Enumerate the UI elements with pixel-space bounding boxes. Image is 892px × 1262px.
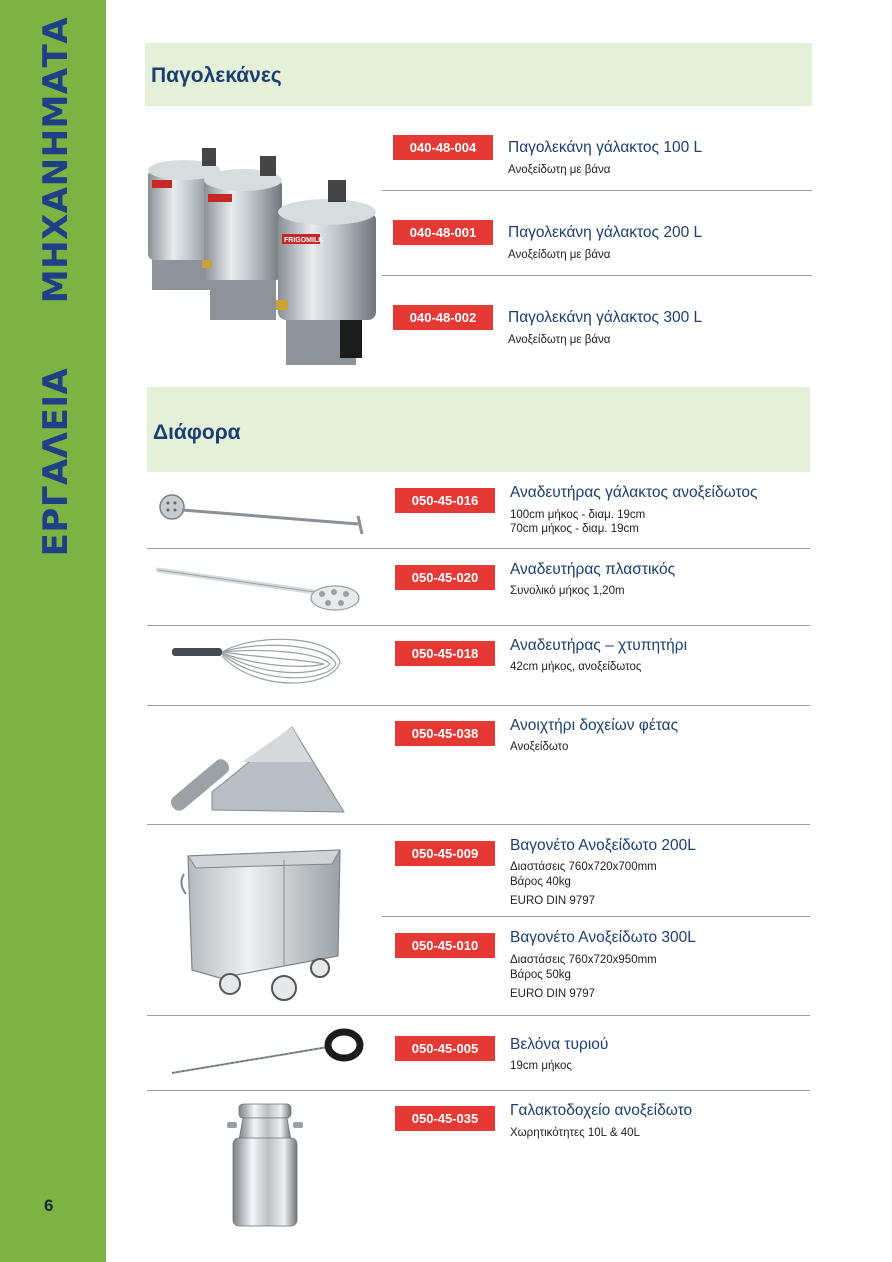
tank-control bbox=[260, 156, 276, 176]
product-code-badge: 050-45-009 bbox=[395, 841, 495, 866]
product-title: Αναδευτήρας πλαστικός bbox=[510, 561, 676, 578]
stainless-trolley-image bbox=[180, 838, 350, 1006]
row-separator bbox=[147, 548, 810, 549]
row-separator bbox=[382, 275, 812, 276]
page-number: 6 bbox=[44, 1196, 54, 1215]
stainless-stirrer-image bbox=[150, 482, 370, 542]
paddle-hole bbox=[319, 591, 325, 597]
row-separator bbox=[147, 824, 810, 825]
trolley-wheel bbox=[311, 959, 329, 977]
feta-opener-image bbox=[172, 722, 352, 817]
product-code-badge: 050-45-005 bbox=[395, 1036, 495, 1061]
tank-compressor bbox=[340, 318, 362, 358]
stirrer-hole bbox=[174, 502, 177, 505]
stirrer-handle-edge bbox=[158, 570, 315, 592]
product-code-badge: 040-48-002 bbox=[393, 305, 493, 330]
product-title: Αναδευτήρας γάλακτος ανοξείδωτος bbox=[510, 484, 758, 501]
product-code-badge: 040-48-004 bbox=[393, 135, 493, 160]
tank-lid bbox=[278, 199, 376, 225]
row-separator bbox=[382, 190, 812, 191]
row-separator bbox=[147, 1015, 810, 1016]
product-desc: 70cm μήκος - διαμ. 19cm bbox=[510, 523, 639, 535]
milk-cooling-tanks-image bbox=[140, 140, 380, 370]
product-desc: Βάρος 40kg bbox=[510, 876, 571, 888]
product-desc: Βάρος 50kg bbox=[510, 969, 571, 981]
can-handle bbox=[293, 1122, 303, 1128]
product-code-badge: 050-45-020 bbox=[395, 565, 495, 590]
can-body bbox=[233, 1138, 297, 1226]
section-title: Διάφορα bbox=[153, 421, 241, 444]
product-title: Γαλακτοδοχείο ανοξείδωτο bbox=[510, 1102, 693, 1119]
trolley-wheel bbox=[272, 976, 296, 1000]
product-code-badge: 050-45-010 bbox=[395, 933, 495, 958]
tank-label bbox=[208, 194, 232, 202]
product-desc: Ανοξείδωτο bbox=[510, 741, 569, 753]
can-neck bbox=[239, 1118, 291, 1140]
section-title: Παγολεκάνες bbox=[151, 64, 282, 87]
row-separator bbox=[147, 1090, 810, 1091]
stirrer-hole bbox=[174, 509, 177, 512]
sidebar-title-machines: ΜΗΧΑΝΗΜΑΤΑ bbox=[36, 16, 76, 304]
milk-can-image bbox=[225, 1100, 305, 1230]
paddle-hole bbox=[343, 591, 349, 597]
tank-brand-text: FRIGOMILK bbox=[284, 237, 324, 244]
tank-valve bbox=[276, 300, 288, 310]
row-separator bbox=[382, 916, 810, 917]
product-desc: Συνολικό μήκος 1,20m bbox=[510, 585, 625, 597]
product-title: Παγολεκάνη γάλακτος 100 L bbox=[508, 139, 703, 156]
product-title: Βελόνα τυριού bbox=[510, 1036, 609, 1053]
product-desc: 100cm μήκος - διαμ. 19cm bbox=[510, 509, 646, 521]
stirrer-hole bbox=[167, 509, 170, 512]
product-title: Παγολεκάνη γάλακτος 300 L bbox=[508, 309, 703, 326]
tank-control bbox=[328, 180, 346, 202]
section-header-cooling-tanks bbox=[145, 43, 812, 106]
paddle-hole bbox=[325, 600, 331, 606]
product-desc: 42cm μήκος, ανοξείδωτος bbox=[510, 661, 642, 673]
paddle-hole bbox=[331, 589, 337, 595]
whisk-image bbox=[168, 636, 348, 698]
section-header-misc bbox=[147, 387, 810, 472]
product-code-badge: 050-45-035 bbox=[395, 1106, 495, 1131]
product-code-badge: 050-45-016 bbox=[395, 488, 495, 513]
cheese-needle-image bbox=[168, 1025, 368, 1080]
product-title: Αναδευτήρας – χτυπητήρι bbox=[510, 637, 688, 654]
product-desc: Διαστάσεις 760x720x700mm bbox=[510, 861, 657, 873]
tank-control bbox=[202, 148, 216, 166]
product-desc: EURO DIN 9797 bbox=[510, 988, 596, 1000]
stirrer-rod bbox=[182, 510, 358, 524]
can-handle bbox=[227, 1122, 237, 1128]
product-title: Βαγονέτο Ανοξείδωτο 300L bbox=[510, 929, 696, 946]
sidebar-title-tools: ΕΡΓΑΛΕΙΑ bbox=[36, 367, 76, 557]
tank-valve bbox=[202, 260, 212, 268]
product-code-badge: 050-45-038 bbox=[395, 721, 495, 746]
product-desc: Ανοξείδωτη με βάνα bbox=[508, 334, 611, 346]
row-separator bbox=[147, 625, 810, 626]
plastic-stirrer-image bbox=[150, 560, 370, 615]
stirrer-hole bbox=[167, 502, 170, 505]
row-separator bbox=[147, 705, 810, 706]
product-desc: Ανοξείδωτη με βάνα bbox=[508, 249, 611, 261]
trolley-handle bbox=[181, 874, 186, 894]
product-desc: Διαστάσεις 760x720x950mm bbox=[510, 954, 657, 966]
needle-rod bbox=[172, 1047, 328, 1073]
trolley-wheel bbox=[220, 974, 240, 994]
product-desc: EURO DIN 9797 bbox=[510, 895, 596, 907]
stirrer-handle bbox=[358, 516, 362, 534]
product-desc: 19cm μήκος bbox=[510, 1060, 572, 1072]
paddle-hole bbox=[338, 600, 344, 606]
tank-body bbox=[278, 212, 376, 320]
tank-label bbox=[152, 180, 172, 188]
product-title: Ανοιχτήρι δοχείων φέτας bbox=[510, 717, 679, 734]
product-desc: Ανοξείδωτη με βάνα bbox=[508, 164, 611, 176]
stirrer-disc bbox=[160, 495, 184, 519]
product-title: Βαγονέτο Ανοξείδωτο 200L bbox=[510, 837, 696, 854]
product-code-badge: 040-48-001 bbox=[393, 220, 493, 245]
can-lid bbox=[239, 1104, 291, 1118]
whisk-handle bbox=[172, 648, 222, 656]
product-code-badge: 050-45-018 bbox=[395, 641, 495, 666]
product-desc: Χωρητικότητες 10L & 40L bbox=[510, 1127, 640, 1139]
opener-blade-highlight bbox=[242, 727, 312, 762]
needle-ring bbox=[328, 1032, 360, 1058]
product-title: Παγολεκάνη γάλακτος 200 L bbox=[508, 224, 703, 241]
